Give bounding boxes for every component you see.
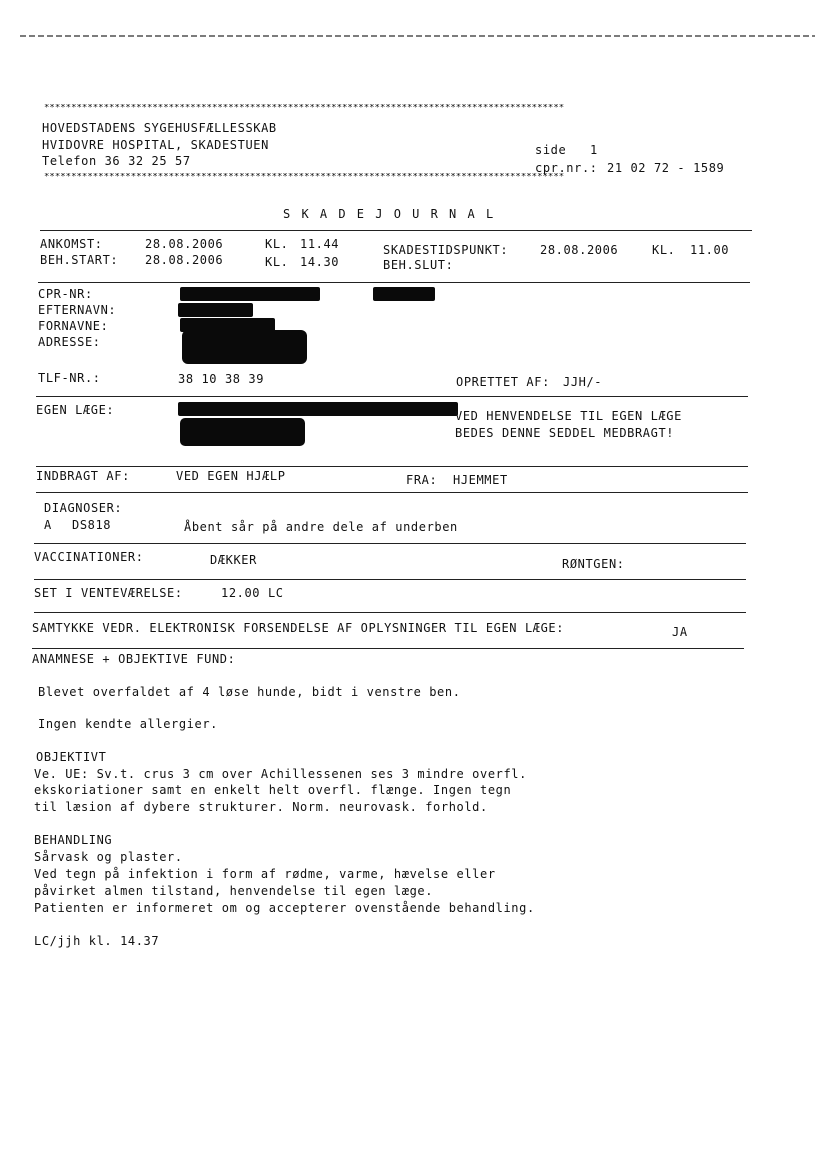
divider bbox=[36, 396, 748, 397]
divider bbox=[32, 648, 744, 649]
oprettet-value: JJH/- bbox=[563, 375, 603, 389]
kl3-label: KL. bbox=[265, 255, 289, 269]
tlf-label: TLF-NR.: bbox=[38, 371, 101, 385]
header-org: HOVEDSTADENS SYGEHUSFÆLLESSKAB bbox=[42, 121, 277, 135]
fornavne-label: FORNAVNE: bbox=[38, 319, 109, 333]
signature: LC/jjh kl. 14.37 bbox=[34, 934, 160, 948]
redaction-bar bbox=[182, 330, 307, 364]
objektivt-heading: OBJEKTIVT bbox=[36, 750, 107, 764]
ankomst-label: ANKOMST: bbox=[40, 237, 103, 251]
venteværelse-value: 12.00 LC bbox=[221, 586, 284, 600]
objektivt-line1: Ve. UE: Sv.t. crus 3 cm over Achillessenen ses 3 mindre overfl. bbox=[34, 767, 527, 781]
redaction-bar bbox=[180, 418, 305, 446]
laege-note-line1: VED HENVENDELSE TIL EGEN LÆGE bbox=[455, 409, 682, 423]
redaction-bar bbox=[178, 303, 253, 317]
venteværelse-label: SET I VENTEVÆRELSE: bbox=[34, 586, 183, 600]
indbragt-label: INDBRAGT AF: bbox=[36, 469, 130, 483]
redaction-bar bbox=[178, 402, 458, 416]
divider bbox=[40, 230, 752, 231]
divider bbox=[38, 282, 750, 283]
cpr-nr-label: CPR-NR: bbox=[38, 287, 93, 301]
divider bbox=[34, 543, 746, 544]
anamnese-label: ANAMNESE + OBJEKTIVE FUND: bbox=[32, 652, 236, 666]
behandling-line1: Sårvask og plaster. bbox=[34, 850, 183, 864]
beh-start-date: 28.08.2006 bbox=[145, 253, 224, 267]
vaccination-value: DÆKKER bbox=[210, 553, 257, 567]
oprettet-label: OPRETTET AF: bbox=[456, 375, 550, 389]
kl2-label: KL. bbox=[652, 243, 676, 257]
divider bbox=[36, 466, 748, 467]
cpr-label: cpr.nr.: bbox=[535, 161, 598, 175]
redaction-bar bbox=[373, 287, 435, 301]
indbragt-value: VED EGEN HJÆLP bbox=[176, 469, 286, 483]
beh-start-label: BEH.START: bbox=[40, 253, 119, 267]
tlf-value: 38 10 38 39 bbox=[178, 372, 265, 386]
vaccination-label: VACCINATIONER: bbox=[34, 550, 144, 564]
header-stars-top: ************************************************************************************************ bbox=[44, 104, 565, 112]
anamnese-line2: Ingen kendte allergier. bbox=[38, 717, 218, 731]
skadestidspunkt-date: 28.08.2006 bbox=[540, 243, 619, 257]
ankomst-date: 28.08.2006 bbox=[145, 237, 224, 251]
behandling-line2: Ved tegn på infektion i form af rødme, varme, hævelse eller bbox=[34, 867, 496, 881]
efternavn-label: EFTERNAVN: bbox=[38, 303, 117, 317]
diagnoser-label: DIAGNOSER: bbox=[44, 501, 123, 515]
diagnose-code: DS818 bbox=[72, 518, 112, 532]
objektivt-line3: til læsion af dybere strukturer. Norm. neurovask. forhold. bbox=[34, 800, 488, 814]
scan-artifact-line bbox=[20, 35, 815, 37]
side-label: side bbox=[535, 143, 567, 157]
side-value: 1 bbox=[590, 143, 598, 157]
page-title: S K A D E J O U R N A L bbox=[283, 207, 496, 221]
header-hospital: HVIDOVRE HOSPITAL, SKADESTUEN bbox=[42, 138, 269, 152]
laege-note-line2: BEDES DENNE SEDDEL MEDBRAGT! bbox=[455, 426, 675, 440]
cpr-value: 21 02 72 - 1589 bbox=[607, 161, 725, 175]
behandling-line4: Patienten er informeret om og accepterer ovenstående behandling. bbox=[34, 901, 535, 915]
kl2-value: 11.00 bbox=[690, 243, 730, 257]
egen-laege-label: EGEN LÆGE: bbox=[36, 403, 115, 417]
behandling-line3: påvirket almen tilstand, henvendelse til egen læge. bbox=[34, 884, 434, 898]
kl3-value: 14.30 bbox=[300, 255, 340, 269]
fra-label: FRA: bbox=[406, 473, 438, 487]
kl1-value: 11.44 bbox=[300, 237, 340, 251]
diagnose-prefix: A bbox=[44, 518, 52, 532]
header-phone: Telefon 36 32 25 57 bbox=[42, 154, 191, 168]
adresse-label: ADRESSE: bbox=[38, 335, 101, 349]
rontgen-label: RØNTGEN: bbox=[562, 557, 625, 571]
divider bbox=[34, 612, 746, 613]
samtykke-value: JA bbox=[672, 625, 688, 639]
divider bbox=[34, 579, 746, 580]
anamnese-line1: Blevet overfaldet af 4 løse hunde, bidt i venstre ben. bbox=[38, 685, 461, 699]
objektivt-line2: ekskoriationer samt en enkelt helt overfl. flænge. Ingen tegn bbox=[34, 783, 512, 797]
kl1-label: KL. bbox=[265, 237, 289, 251]
samtykke-label: SAMTYKKE VEDR. ELEKTRONISK FORSENDELSE AF OPLYSNINGER TIL EGEN LÆGE: bbox=[32, 621, 565, 635]
fra-value: HJEMMET bbox=[453, 473, 508, 487]
diagnose-text: Åbent sår på andre dele af underben bbox=[184, 520, 458, 534]
header-stars-bottom: ************************************************************************************************ bbox=[44, 173, 565, 181]
beh-slut-label: BEH.SLUT: bbox=[383, 258, 454, 272]
redaction-bar bbox=[180, 287, 320, 301]
behandling-heading: BEHANDLING bbox=[34, 833, 113, 847]
skadestidspunkt-label: SKADESTIDSPUNKT: bbox=[383, 243, 509, 257]
divider bbox=[36, 492, 748, 493]
